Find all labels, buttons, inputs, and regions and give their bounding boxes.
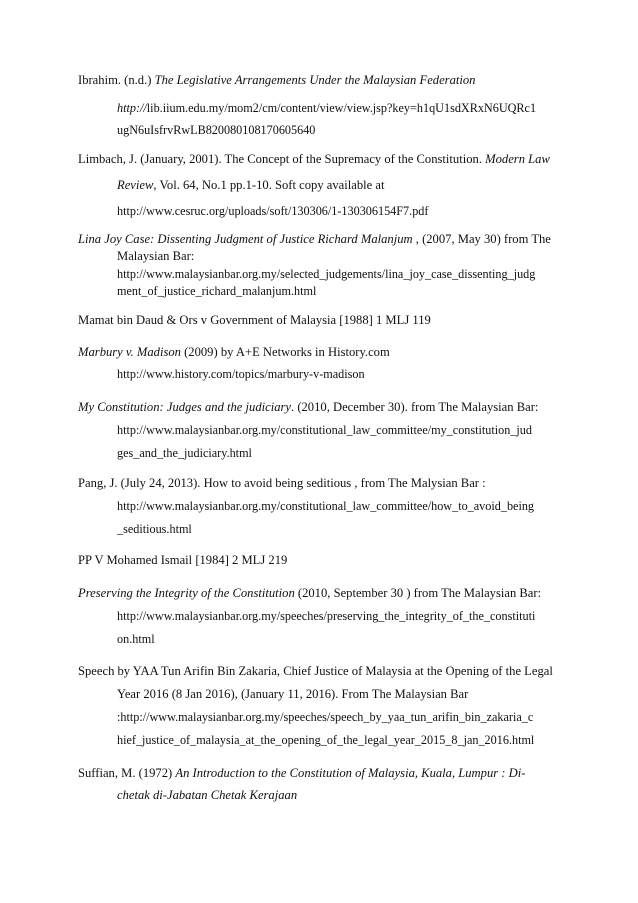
reference-text: Malaysian Bar: <box>117 249 195 263</box>
reference-text: Mamat bin Daud & Ors v Government of Malaysia [1988] 1 MLJ 119 <box>78 313 431 327</box>
reference-text: Ibrahim. (n.d.) <box>78 73 155 87</box>
reference-url[interactable]: hief_justice_of_malaysia_at_the_opening_of_the_legal_year_2015_8_jan_2016.html <box>117 733 535 747</box>
reference-text: (2010, September 30 ) from The Malaysian Bar: <box>294 586 542 600</box>
reference-url[interactable]: on.html <box>117 632 155 646</box>
reference-url-line[interactable] <box>117 283 316 299</box>
reference-title: Lina Joy Case: Dissenting Judgment of Justice Richard Malanjum <box>78 232 413 246</box>
reference-url[interactable]: http://www.cesruc.org/uploads/soft/130306/1-130306154F7.pdf <box>117 204 429 218</box>
reference-line <box>117 248 194 264</box>
reference-text: Limbach, J. (January, 2001). The Concept of the Supremacy of the Constitution. <box>78 152 486 166</box>
reference-title: An Introduction to the Constitution of Malaysia, Kuala, Lumpur : Di- <box>175 766 526 780</box>
reference-journal: Review <box>117 178 154 192</box>
reference-line <box>78 475 486 491</box>
reference-line <box>78 231 551 247</box>
reference-line <box>78 72 475 88</box>
reference-url-line[interactable] <box>117 608 535 624</box>
reference-url[interactable]: ugN6uIsfrvRwLB820080108170605640 <box>117 123 316 137</box>
reference-url-line[interactable] <box>117 521 192 537</box>
reference-url[interactable]: http://www.malaysianbar.org.my/speeches/preserving_the_integrity_of_the_constituti <box>117 609 536 623</box>
reference-text: . (2010, December 30). from The Malaysian Bar: <box>291 400 539 414</box>
reference-line <box>78 312 431 328</box>
reference-title: The Legislative Arrangements Under the Malaysian Federation <box>154 73 476 87</box>
reference-text: Year 2016 (8 Jan 2016), (January 11, 2016). From The Malaysian Bar <box>117 687 469 701</box>
reference-title: My Constitution: Judges and the judiciary <box>78 400 292 414</box>
reference-text: , (2007, May 30) from The <box>412 232 551 246</box>
reference-url-line[interactable] <box>117 266 535 282</box>
reference-url[interactable]: http://www.malaysianbar.org.my/constitutional_law_committee/my_constitution_jud <box>117 423 532 437</box>
reference-url-prefix: http:// <box>117 101 147 115</box>
reference-url[interactable]: ment_of_justice_richard_malanjum.html <box>117 284 317 298</box>
reference-url-line[interactable] <box>117 422 532 438</box>
reference-text: (2009) by A+E Networks in History.com <box>180 345 390 359</box>
reference-line <box>117 686 468 702</box>
reference-line <box>78 151 564 167</box>
reference-line <box>78 765 525 781</box>
reference-line <box>78 585 541 601</box>
reference-url-line[interactable] <box>117 709 533 725</box>
reference-text: , Vol. 64, No.1 pp.1-10. Soft copy available at <box>153 178 385 192</box>
reference-url-line[interactable] <box>117 631 155 647</box>
reference-journal: Modern Law <box>485 152 550 166</box>
reference-url-line[interactable] <box>117 203 428 219</box>
reference-url[interactable]: http://www.malaysianbar.org.my/constitutional_law_committee/how_to_avoid_being <box>117 499 535 513</box>
reference-url[interactable]: :http://www.malaysianbar.org.my/speeches/speech_by_yaa_tun_arifin_bin_zakaria_c <box>117 710 534 724</box>
reference-line <box>117 177 384 193</box>
reference-title: Preserving the Integrity of the Constitution <box>78 586 295 600</box>
reference-text: Speech by YAA Tun Arifin Bin Zakaria, Chief Justice of Malaysia at the Opening of the Legal <box>78 664 553 678</box>
reference-text: PP V Mohamed Ismail [1984] 2 MLJ 219 <box>78 553 288 567</box>
reference-url-line[interactable] <box>117 100 536 116</box>
reference-url-line[interactable] <box>117 122 315 138</box>
reference-line <box>78 399 538 415</box>
reference-url[interactable]: lib.iium.edu.my/mom2/cm/content/view/view.jsp?key=h1qU1sdXRxN6UQRc1 <box>146 101 537 115</box>
reference-title: chetak di-Jabatan Chetak Kerajaan <box>117 788 298 802</box>
reference-url[interactable]: ges_and_the_judiciary.html <box>117 446 252 460</box>
reference-text: Pang, J. (July 24, 2013). How to avoid being seditious , from The Malysian Bar : <box>78 476 486 490</box>
reference-line <box>117 787 297 803</box>
reference-line <box>78 344 390 360</box>
reference-text: Suffian, M. (1972) <box>78 766 176 780</box>
reference-url-line[interactable] <box>117 366 365 382</box>
reference-url[interactable]: _seditious.html <box>117 522 192 536</box>
reference-line <box>78 663 553 679</box>
reference-url[interactable]: http://www.malaysianbar.org.my/selected_judgements/lina_joy_case_dissenting_judg <box>117 267 536 281</box>
reference-url-line[interactable] <box>117 498 534 514</box>
reference-line <box>78 552 287 568</box>
reference-title: Marbury v. Madison <box>78 345 181 359</box>
reference-url[interactable]: http://www.history.com/topics/marbury-v-madison <box>117 367 365 381</box>
reference-url-line[interactable] <box>117 445 252 461</box>
reference-url-line[interactable] <box>117 732 534 748</box>
